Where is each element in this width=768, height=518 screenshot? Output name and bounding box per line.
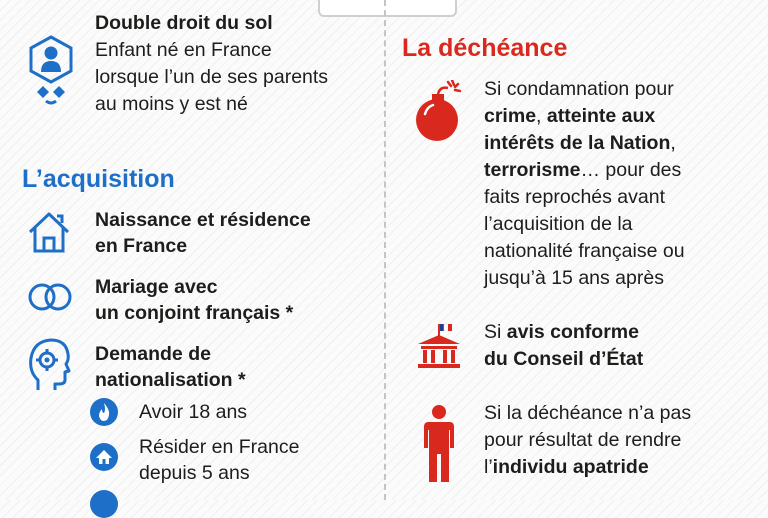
- text-run: faits reprochés avant: [484, 186, 666, 208]
- decheance-item-2-line-1: [484, 319, 643, 346]
- text-run: terrorisme: [484, 159, 581, 181]
- text-run: nationalité française ou: [484, 240, 685, 262]
- decheance-heading: La déchéance: [402, 34, 568, 62]
- acquisition-item-1-line-1: Naissance et résidence: [95, 209, 311, 231]
- text-run: Si condamnation pour: [484, 78, 674, 100]
- baby-icon: [25, 34, 77, 106]
- decheance-item-1-line-3: [484, 130, 685, 157]
- flame-icon: [90, 398, 118, 426]
- text-run: avis conforme: [506, 321, 639, 343]
- column-divider: [384, 0, 386, 500]
- cutoff-badge-icon: [90, 490, 118, 518]
- decheance-item-3: [484, 400, 691, 481]
- council-building-icon: [414, 322, 464, 370]
- double-droit-line-1: Enfant né en France: [95, 39, 272, 61]
- decheance-item-1-line-6: [484, 211, 685, 238]
- decheance-item-1: [484, 76, 685, 292]
- acquisition-heading: L’acquisition: [22, 165, 175, 193]
- top-card-edge: [318, 0, 457, 17]
- condition-2-line-2: depuis 5 ans: [139, 462, 250, 484]
- acquisition-item-3-line-2: nationalisation *: [95, 369, 246, 391]
- decheance-item-1-line-5: [484, 184, 685, 211]
- decheance-item-1-line-4: [484, 157, 685, 184]
- text-run: crime: [484, 105, 537, 127]
- acquisition-item-2-line-2: un conjoint français *: [95, 302, 294, 324]
- decheance-item-1-line-1: [484, 76, 685, 103]
- text-run: ,: [536, 105, 547, 127]
- text-run: pour résultat de rendre: [484, 429, 682, 451]
- decheance-item-2-line-2: [484, 346, 643, 373]
- text-run: atteinte aux: [546, 105, 656, 127]
- text-run: Si la déchéance n’a pas: [484, 402, 692, 424]
- decheance-item-1-line-2: [484, 103, 685, 130]
- double-droit-line-3: au moins y est né: [95, 93, 248, 115]
- text-run: ,: [670, 132, 676, 154]
- profile-head-icon: [26, 336, 72, 394]
- home-badge-icon: [90, 443, 118, 471]
- text-run: intérêts de la Nation: [484, 132, 671, 154]
- wedding-rings-icon: [26, 282, 74, 312]
- decheance-item-3-line-3: [484, 454, 691, 481]
- text-run: l’: [484, 456, 493, 478]
- acquisition-item-1-line-2: en France: [95, 235, 188, 257]
- acquisition-item-2-line-1: Mariage avec: [95, 276, 218, 298]
- text-run: … pour des: [580, 159, 682, 181]
- decheance-item-1-line-7: [484, 238, 685, 265]
- decheance-item-2: [484, 319, 643, 373]
- double-droit-title: Double droit du sol: [95, 12, 273, 34]
- text-run: du Conseil d’État: [484, 348, 644, 370]
- decheance-item-3-line-1: [484, 400, 691, 427]
- acquisition-item-3-line-1: Demande de: [95, 343, 211, 365]
- decheance-item-1-line-8: [484, 265, 685, 292]
- person-icon: [422, 404, 456, 484]
- double-droit-line-2: lorsque l’un de ses parents: [95, 66, 329, 88]
- bomb-icon: [414, 80, 466, 144]
- house-icon: [26, 210, 72, 254]
- text-run: Si: [484, 321, 507, 343]
- text-run: l’acquisition de la: [484, 213, 633, 235]
- text-run: jusqu’à 15 ans après: [484, 267, 664, 289]
- decheance-item-3-line-2: [484, 427, 691, 454]
- condition-1-line-1: Avoir 18 ans: [139, 401, 248, 423]
- condition-2-line-1: Résider en France: [139, 436, 300, 458]
- text-run: individu apatride: [492, 456, 649, 478]
